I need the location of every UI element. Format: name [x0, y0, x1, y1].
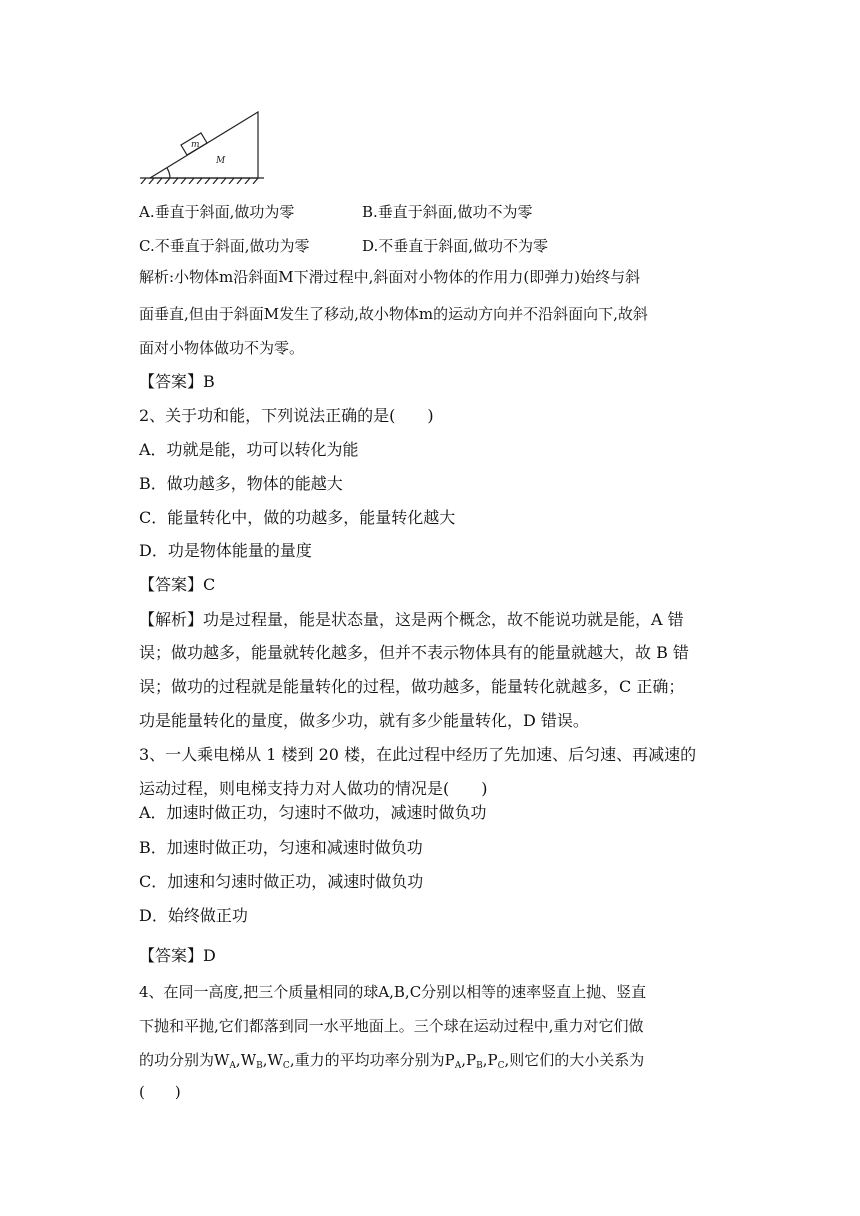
q1-option-d: D.不垂直于斜面,做功不为零 — [362, 237, 549, 255]
q3-option: C．加速和匀速时做正功，减速时做负功 — [139, 872, 424, 891]
ground-hatching — [141, 178, 258, 184]
q1-analysis-line: 解析:小物体m沿斜面M下滑过程中,斜面对小物体的作用力(即弹力)始终与斜 — [139, 268, 641, 286]
q4-stem-line: ( ) — [139, 1083, 181, 1101]
q4-stem-line: 下抛和平抛,它们都落到同一水平地面上。三个球在运动过程中,重力对它们做 — [139, 1017, 644, 1035]
q4-text: ,P — [461, 1051, 477, 1069]
q3-answer: 【答案】D — [139, 946, 216, 965]
q1-option-c: C.不垂直于斜面,做功为零 — [139, 237, 310, 255]
q1-answer: 【答案】B — [139, 372, 215, 391]
q1-analysis-line: 面垂直,但由于斜面M发生了移动,故小物体m的运动方向并不沿斜面向下,故斜 — [139, 305, 648, 323]
q4-text: ,W — [235, 1051, 257, 1069]
q2-option: A．功就是能，功可以转化为能 — [139, 440, 359, 459]
q4-text: 的功分别为W — [139, 1051, 230, 1069]
subscript-b: B — [256, 1061, 263, 1071]
q3-stem-line: 运动过程，则电梯支持力对人做功的情况是( ) — [139, 779, 488, 798]
q2-analysis-line: 误；做功的过程就是能量转化的过程，做功越多，能量转化就越多，C 正确； — [139, 677, 685, 696]
block-label: m — [191, 140, 200, 150]
q4-stem-line — [139, 1050, 644, 1076]
q3-option: D．始终做正功 — [139, 906, 248, 925]
q4-text: ,W — [262, 1051, 283, 1069]
q2-option: C．能量转化中，做的功越多，能量转化越大 — [139, 508, 456, 527]
q2-option: B．做功越多，物体的能越大 — [139, 474, 343, 493]
q1-analysis-line: 面对小物体做功不为零。 — [139, 339, 305, 357]
subscript-a: A — [454, 1061, 462, 1071]
q3-option: B．加速时做正功，匀速和减速时做负功 — [139, 838, 423, 857]
q4-text: ,P — [482, 1051, 498, 1069]
q3-stem-line: 3、一人乘电梯从 1 楼到 20 楼，在此过程中经历了先加速、后匀速、再减速的 — [139, 745, 697, 764]
incline-label: M — [216, 156, 226, 166]
angle-arc — [167, 168, 170, 178]
q2-analysis-line: 功是能量转化的量度，做多少功，就有多少能量转化，D 错误。 — [139, 711, 589, 730]
q4-text: ,重力的平均功率分别为P — [289, 1051, 455, 1069]
incline-figure — [140, 108, 268, 184]
q1-option-a: A.垂直于斜面,做功为零 — [139, 203, 295, 221]
q4-stem-line: 4、在同一高度,把三个质量相同的球A,B,C分别以相等的速率竖直上抛、竖直 — [139, 983, 647, 1001]
subscript-c: C — [497, 1061, 505, 1071]
q1-option-b: B.垂直于斜面,做功不为零 — [362, 203, 533, 221]
subscript-a: A — [229, 1061, 236, 1071]
q2-stem: 2、关于功和能，下列说法正确的是( ) — [139, 406, 434, 425]
q2-answer: 【答案】C — [139, 575, 216, 594]
subscript-c: C — [282, 1061, 290, 1071]
q2-analysis-line: 【解析】功是过程量，能是状态量，这是两个概念，故不能说功就是能，A 错 — [139, 610, 684, 629]
q2-option: D．功是物体能量的量度 — [139, 541, 312, 560]
q2-analysis-line: 误；做功越多，能量就转化越多，但并不表示物体具有的能量就越大，故 B 错 — [139, 643, 689, 662]
q3-option: A．加速时做正功，匀速时不做功，减速时做负功 — [139, 803, 487, 822]
subscript-b: B — [476, 1061, 483, 1071]
q4-text: ,则它们的大小关系为 — [504, 1051, 645, 1069]
